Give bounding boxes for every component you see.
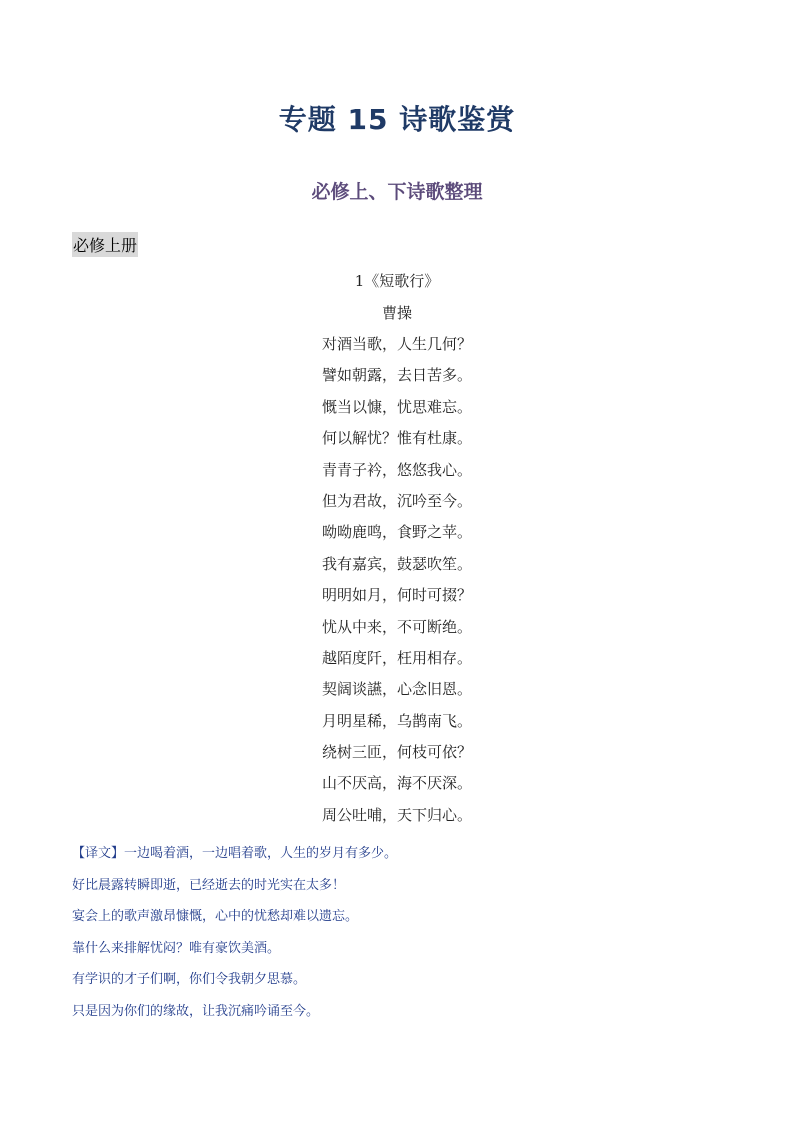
translation-block — [72, 844, 732, 1034]
translation-line: 靠什么来排解忧闷？唯有豪饮美酒。 — [72, 940, 281, 956]
poem-line: 周公吐哺，天下归心。 — [321, 805, 472, 824]
poem-line: 明明如月，何时可掇？ — [321, 586, 472, 605]
poem-title: 1《短歌行》 — [354, 272, 440, 290]
poem-author: 曹操 — [381, 304, 412, 322]
translation-line: 只是因为你们的缘故，让我沉痛吟诵至今。 — [72, 1003, 320, 1019]
poem-line: 越陌度阡，枉用相存。 — [321, 648, 472, 667]
poem-body — [0, 334, 794, 836]
poem-line: 绕树三匝，何枝可依？ — [321, 743, 472, 762]
poem-line: 但为君故，沉吟至今。 — [321, 491, 472, 510]
poem-line: 我有嘉宾，鼓瑟吹笙。 — [321, 554, 472, 573]
translation-line: 有学识的才子们啊，你们令我朝夕思慕。 — [72, 972, 307, 988]
poem-line: 契阔谈讌，心念旧恩。 — [321, 680, 472, 699]
translation-line: 宴会上的歌声激昂慷慨，心中的忧愁却难以遗忘。 — [72, 909, 359, 925]
section-label: 必修上册 — [72, 232, 138, 257]
poem-line: 青青子衿，悠悠我心。 — [321, 460, 472, 479]
translation-line: 好比晨露转瞬即逝，已经逝去的时光实在太多！ — [72, 877, 346, 893]
poem-line: 何以解忧？惟有杜康。 — [321, 429, 472, 448]
poem-line: 忧从中来，不可断绝。 — [321, 617, 472, 636]
poem-line: 慨当以慷，忧思难忘。 — [321, 397, 472, 416]
poem-line: 譬如朝露，去日苦多。 — [321, 366, 472, 385]
poem-line: 月明星稀，乌鹊南飞。 — [321, 711, 472, 730]
page-title: 专题 15 诗歌鉴赏 — [278, 103, 516, 136]
page-subtitle: 必修上、下诗歌整理 — [311, 181, 483, 203]
poem-line: 山不厌高，海不厌深。 — [321, 774, 472, 793]
translation-line: 【译文】一边喝着酒，一边唱着歌，人生的岁月有多少。 — [72, 846, 398, 861]
poem-line: 对酒当歌，人生几何？ — [321, 335, 472, 353]
poem-line: 呦呦鹿鸣，食野之苹。 — [321, 523, 472, 542]
